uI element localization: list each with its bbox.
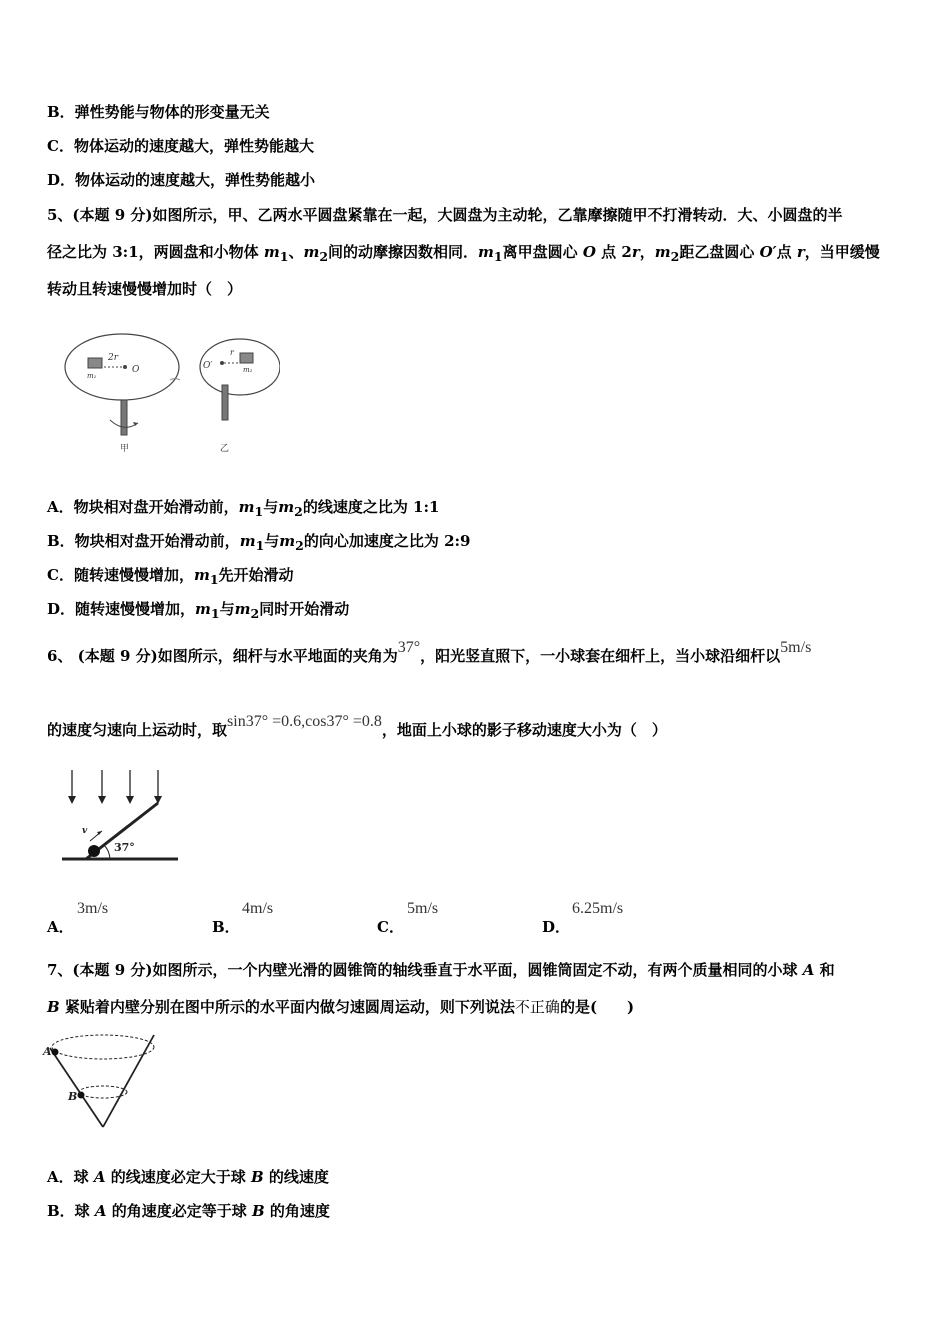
cone-right-wall xyxy=(103,1035,154,1127)
sunlight-arrows xyxy=(72,770,158,798)
q6-options: A． 3m/s B． 4m/s C． 5m/s D． 6.25m/s xyxy=(47,900,624,936)
orbit-a xyxy=(52,1035,154,1059)
center-o-prime xyxy=(220,361,224,365)
ball-b xyxy=(78,1092,85,1099)
block-m2 xyxy=(240,353,253,363)
label-v: v xyxy=(82,826,88,836)
q4-option-c: C．物体运动的速度越大，弹性势能越大 xyxy=(47,137,314,155)
speed-5: 5m/s xyxy=(780,639,812,656)
shaft-jia xyxy=(121,400,127,435)
cone-left-wall xyxy=(50,1048,103,1127)
label-m2: m₂ xyxy=(243,366,253,374)
q5-stem-line2: 径之比为 3:1，两圆盘和小物体 $m_1$、$m_2$间的动摩擦因数相同．$m_1$离甲盘圆心 O 点 2r，$m_2$距乙盘圆心 O′点 r，当甲缓慢 xyxy=(47,243,880,264)
label-a: A xyxy=(43,1045,52,1058)
q7-option-a: A．球 A 的线速度必定大于球 B 的线速度 xyxy=(47,1168,329,1186)
label-yi: 乙 xyxy=(220,444,230,454)
q5-option-a: A．物块相对盘开始滑动前，$m_1$与$m_2$的线速度之比为 1:1 xyxy=(47,498,440,519)
angle-37: 37° xyxy=(397,639,421,656)
label-r: r xyxy=(230,348,234,357)
label-m1: m₁ xyxy=(87,372,97,380)
q5-option-c: C．随转速慢慢增加，$m_1$先开始滑动 xyxy=(47,566,294,587)
q4-option-b: B．弹性势能与物体的形变量无关 xyxy=(47,103,270,121)
q4-option-d: D．物体运动的速度越大，弹性势能越小 xyxy=(47,171,316,189)
trig-values: sin37° =0.6,cos37° =0.8 xyxy=(227,713,382,730)
q7-figure-cone xyxy=(42,1030,162,1135)
ball xyxy=(88,845,100,857)
label-o-prime: O′ xyxy=(203,361,213,371)
label-2r: 2r xyxy=(108,353,119,363)
shaft-yi xyxy=(222,385,228,420)
ball-a xyxy=(52,1049,59,1056)
q5-stem-line3: 转动且转速慢慢增加时（ ） xyxy=(47,280,243,298)
q7-stem-line1: 7、(本题 9 分)如图所示，一个内壁光滑的圆锥筒的轴线垂直于水平面，圆锥筒固定不动，有两个质量相同的小球 A 和 xyxy=(47,961,835,979)
label-o: O xyxy=(132,365,140,375)
label-jia: 甲 xyxy=(120,444,130,454)
q7-option-b: B．球 A 的角速度必定等于球 B 的角速度 xyxy=(47,1202,330,1220)
q6-stem-line2: 的速度匀速向上运动时，取sin37° =0.6,cos37° =0.8，地面上小球的影子移动速度大小为（ ） xyxy=(47,713,667,739)
q5-figure-two-discs xyxy=(60,325,280,460)
label-b: B xyxy=(68,1090,78,1103)
center-o xyxy=(123,365,127,369)
q6-figure-rod xyxy=(58,765,183,875)
q5-option-d: D．随转速慢慢增加，$m_1$与$m_2$同时开始滑动 xyxy=(47,600,350,621)
label-37deg: 37° xyxy=(114,841,135,854)
q7-stem-line2: B 紧贴着内壁分别在图中所示的水平面内做匀速圆周运动，则下列说法不正确的是( ) xyxy=(47,998,635,1016)
block-m1 xyxy=(88,358,102,368)
q6-stem-line1: 6、 (本题 9 分)如图所示，细杆与水平地面的夹角为37°，阳光竖直照下，一小球套在细杆上，当小球沿细杆以5m/s xyxy=(47,639,812,665)
q5-stem-line1: 5、(本题 9 分)如图所示，甲、乙两水平圆盘紧靠在一起，大圆盘为主动轮，乙靠摩擦随甲不打滑转动．大、小圆盘的半 xyxy=(47,206,843,224)
q5-option-b: B．物块相对盘开始滑动前，$m_1$与$m_2$的向心加速度之比为 2:9 xyxy=(47,532,471,553)
